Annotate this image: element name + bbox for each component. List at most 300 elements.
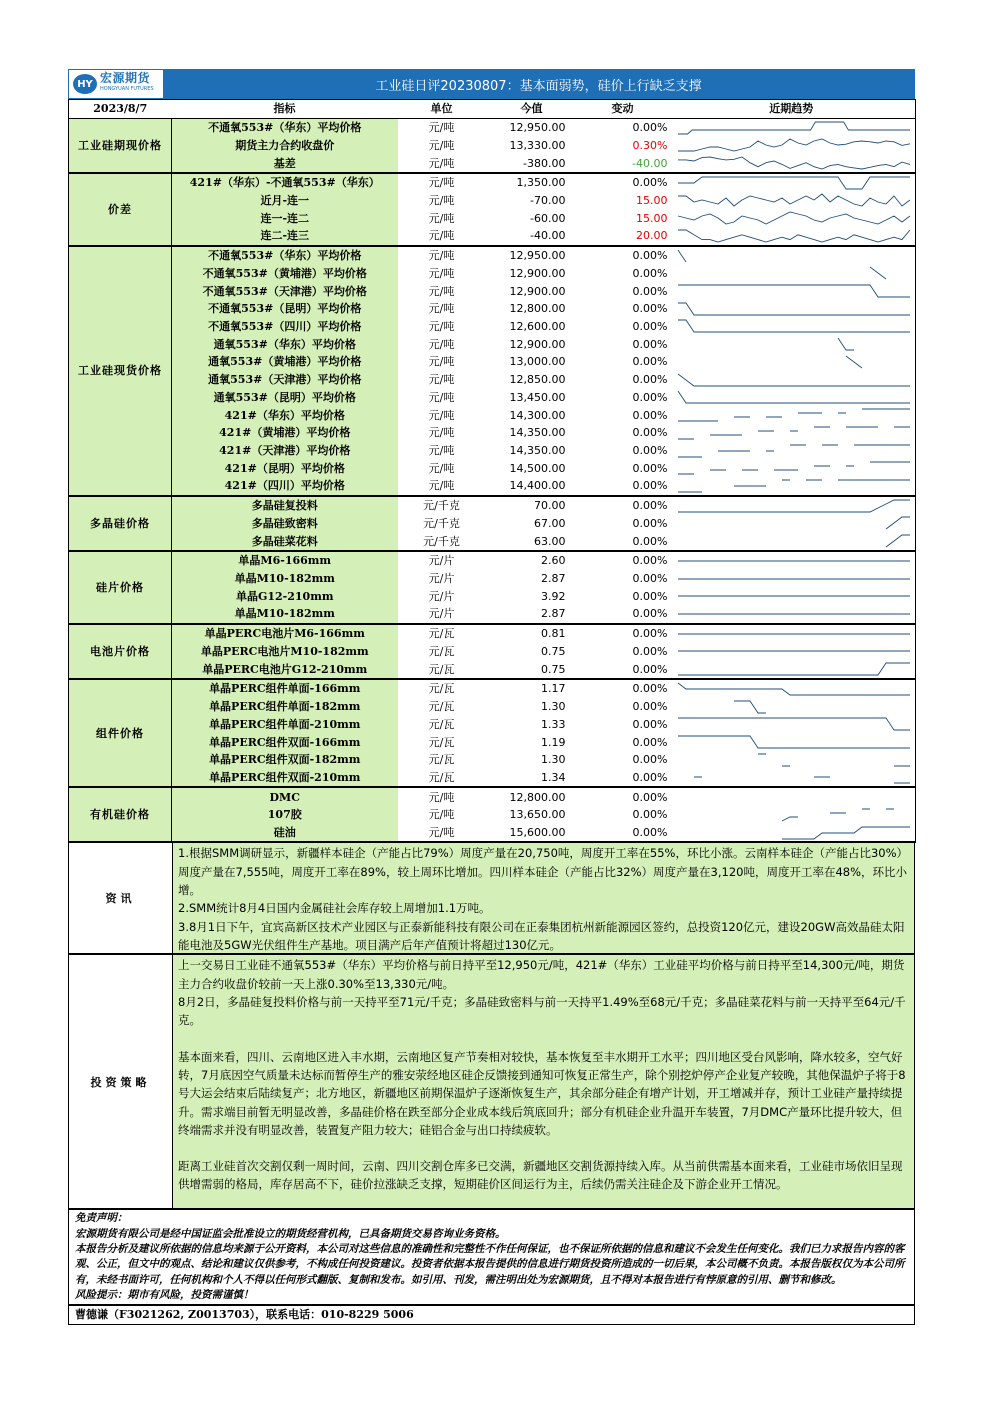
unit-cell: 元/吨 bbox=[428, 121, 455, 135]
table-row bbox=[69, 318, 916, 336]
unit-cell: 元/吨 bbox=[428, 284, 455, 298]
change-cell: 0.00% bbox=[632, 589, 668, 603]
sparkline-series bbox=[678, 480, 910, 492]
table-row bbox=[69, 442, 916, 460]
disclaimer-line: 风险提示：期市有风险，投资需谨慎！ bbox=[75, 1288, 254, 1301]
news-item: 3.8月1日下午，宜宾高新区技术产业园区与正泰新能科技有限公司在正泰集团杭州新能源园区签约，总投资120亿元，建设20GW高效晶硅太阳能电池及5GW光伏组件生产基地。项目满产后年产值预计将超过130亿元。 bbox=[178, 919, 905, 952]
strategy-body bbox=[173, 955, 914, 1208]
trend-cell bbox=[668, 318, 916, 336]
change-cell: 0.00% bbox=[632, 499, 668, 513]
indicator-name: 单晶M10-182mm bbox=[172, 570, 398, 588]
unit-cell: 元/瓦 bbox=[428, 753, 455, 767]
change-cell: 0.00% bbox=[632, 176, 668, 190]
sparkline-series bbox=[678, 718, 910, 730]
table-row bbox=[69, 824, 916, 843]
unit-cell: 元/千克 bbox=[423, 516, 460, 530]
value-cell: -70.00 bbox=[530, 193, 566, 207]
trend-cell bbox=[668, 824, 916, 843]
indicator-name: 基差 bbox=[172, 154, 398, 173]
trend-cell bbox=[668, 551, 916, 570]
sparkline bbox=[676, 789, 912, 805]
sparkline-series bbox=[678, 462, 910, 474]
value-cell: -40.00 bbox=[486, 227, 578, 246]
value-cell: 2.60 bbox=[541, 554, 566, 568]
category-label: 电池片价格 bbox=[69, 624, 172, 679]
news-item: 2.SMM统计8月4日国内金属硅社会库存较上周增加1.1万吨。 bbox=[178, 901, 491, 916]
unit-cell: 元/吨 bbox=[428, 461, 455, 475]
sparkline-series bbox=[678, 122, 910, 134]
unit-cell: 元/吨 bbox=[428, 390, 455, 404]
table-row bbox=[69, 353, 916, 371]
change-cell: 0.00% bbox=[632, 717, 668, 731]
indicator-name: 不通氧553#（四川）平均价格 bbox=[172, 318, 398, 336]
indicator-name: 421#（天津港）平均价格 bbox=[172, 442, 398, 460]
value-cell: 13,000.00 bbox=[509, 355, 566, 369]
trend-cell bbox=[668, 643, 916, 661]
sparkline bbox=[676, 372, 912, 388]
unit-cell: 元/吨 bbox=[428, 319, 455, 333]
indicator-name: 期货主力合约收盘价 bbox=[172, 136, 398, 154]
trend-cell bbox=[668, 624, 916, 643]
trend-cell bbox=[668, 353, 916, 371]
sparkline-series bbox=[758, 754, 910, 766]
trend-cell bbox=[668, 733, 916, 751]
sparkline bbox=[676, 533, 912, 549]
change-cell: 0.00% bbox=[632, 627, 668, 641]
news-label: 资讯 bbox=[69, 843, 173, 953]
change-cell: 0.00% bbox=[632, 319, 668, 333]
logo-text: 宏源期货 bbox=[100, 71, 151, 85]
indicator-name: 不通氧553#（华东）平均价格 bbox=[172, 118, 398, 136]
table-row bbox=[69, 264, 916, 282]
trend-cell bbox=[668, 515, 916, 533]
sparkline-series bbox=[678, 177, 910, 189]
table-row bbox=[69, 300, 916, 318]
sparkline bbox=[676, 626, 912, 642]
change-cell: 0.00% bbox=[632, 121, 668, 135]
trend-cell bbox=[668, 209, 916, 227]
sparkline bbox=[676, 478, 912, 494]
table-row bbox=[69, 246, 916, 265]
change-cell: 0.00% bbox=[578, 605, 668, 624]
change-cell: 0.00% bbox=[578, 660, 668, 679]
value-cell: 1.17 bbox=[541, 682, 566, 696]
table-row bbox=[69, 389, 916, 407]
table-date: 2023/8/7 bbox=[69, 100, 172, 119]
value-cell: -60.00 bbox=[530, 211, 566, 225]
sparkline bbox=[676, 825, 912, 841]
value-cell: 13,650.00 bbox=[509, 808, 566, 822]
sparkline-series bbox=[782, 809, 894, 821]
sparkline bbox=[676, 336, 912, 352]
table-row bbox=[69, 192, 916, 210]
indicator-name: 硅油 bbox=[172, 824, 398, 843]
sparkline bbox=[676, 606, 912, 622]
table-row bbox=[69, 406, 916, 424]
trend-cell bbox=[668, 660, 916, 679]
table-row bbox=[69, 136, 916, 154]
sparkline bbox=[676, 389, 912, 405]
indicator-name: 421#（黄埔港）平均价格 bbox=[172, 424, 398, 442]
sparkline bbox=[676, 443, 912, 459]
value-cell: 15,600.00 bbox=[486, 824, 578, 843]
change-cell: 0.00% bbox=[632, 302, 668, 316]
indicator-name: 421#（华东）-不通氧553#（华东） bbox=[172, 173, 398, 192]
sparkline bbox=[676, 716, 912, 732]
logo-subtext: HONGYUAN FUTURES bbox=[100, 86, 154, 92]
sparkline bbox=[676, 120, 912, 136]
header-trend: 近期趋势 bbox=[668, 100, 916, 119]
change-cell: 0.00% bbox=[632, 700, 668, 714]
trend-cell bbox=[668, 715, 916, 733]
category-label: 组件价格 bbox=[69, 679, 172, 787]
table-row bbox=[69, 496, 916, 515]
indicator-name: 多晶硅菜花料 bbox=[172, 532, 398, 551]
value-cell: 1.33 bbox=[541, 717, 566, 731]
sparkline-series bbox=[678, 139, 910, 151]
header-value: 今值 bbox=[486, 100, 578, 119]
table-row bbox=[69, 154, 916, 173]
trend-cell bbox=[668, 442, 916, 460]
disclaimer-line: 免责声明： bbox=[75, 1212, 128, 1225]
logo-icon: HY bbox=[73, 74, 97, 94]
price-table bbox=[68, 99, 916, 843]
value-cell: 12,950.00 bbox=[509, 249, 566, 263]
table-row bbox=[69, 733, 916, 751]
value-cell: 12,900.00 bbox=[509, 337, 566, 351]
change-cell: 0.00% bbox=[632, 390, 668, 404]
change-cell: -40.00 bbox=[578, 154, 668, 173]
indicator-name: 421#（华东）平均价格 bbox=[172, 406, 398, 424]
table-row bbox=[69, 282, 916, 300]
indicator-name: 单晶PERC组件单面-210mm bbox=[172, 715, 398, 733]
table-row bbox=[69, 570, 916, 588]
value-cell: 12,950.00 bbox=[509, 121, 566, 135]
sparkline-series bbox=[678, 374, 910, 386]
trend-cell bbox=[668, 389, 916, 407]
value-cell: 12,850.00 bbox=[509, 373, 566, 387]
disclaimer-line: 宏源期货有限公司是经中国证监会批准设立的期货经营机构，已具备期货交易咨询业务资格。 bbox=[75, 1227, 506, 1240]
indicator-name: 连二-连三 bbox=[172, 227, 398, 246]
unit-cell: 元/吨 bbox=[428, 790, 455, 804]
value-cell: 70.00 bbox=[534, 499, 566, 513]
header-indicator: 指标 bbox=[172, 100, 398, 119]
change-cell: 15.00 bbox=[636, 211, 668, 225]
indicator-name: 单晶PERC电池片M10-182mm bbox=[172, 643, 398, 661]
change-cell: 0.00% bbox=[632, 408, 668, 422]
trend-cell bbox=[668, 300, 916, 318]
sparkline bbox=[676, 137, 912, 153]
value-cell: 12,600.00 bbox=[509, 319, 566, 333]
unit-cell: 元/片 bbox=[428, 589, 455, 603]
change-cell: 0.00% bbox=[632, 644, 668, 658]
sparkline bbox=[676, 155, 912, 171]
change-cell: 0.00% bbox=[632, 790, 668, 804]
trend-cell bbox=[668, 679, 916, 698]
value-cell: 1.30 bbox=[541, 753, 566, 767]
disclaimer-line: 本报告分析及建议所依据的信息均来源于公开资料，本公司对这些信息的准确性和完整性不作任何保证，也不保证所依据的信息和建议不会发生任何变化。我们已力求报告内容的客观、公正，但文中的观点、结论和建议仅供参考，不构成任何投资建议。投资者依据本报告提供的信息进行期货投资所造成的一切后果，本公司概不负责。本报告版权仅为本公司所有，未经书面许可，任何机构和个人不得以任何形式翻版、复制和发布。如引用、刊发，需注明出处为宏源期货，且不得对本报告进行有悖原意的引用、删节和修改。 bbox=[75, 1243, 905, 1286]
company-logo bbox=[69, 70, 163, 98]
unit-cell: 元/吨 bbox=[428, 408, 455, 422]
indicator-name: 不通氧553#（昆明）平均价格 bbox=[172, 300, 398, 318]
value-cell: 3.92 bbox=[541, 589, 566, 603]
sparkline bbox=[676, 553, 912, 569]
unit-cell: 元/千克 bbox=[423, 499, 460, 513]
unit-cell: 元/片 bbox=[428, 554, 455, 568]
change-cell: 0.00% bbox=[632, 753, 668, 767]
unit-cell: 元/吨 bbox=[428, 138, 455, 152]
change-cell: 0.00% bbox=[632, 284, 668, 298]
unit-cell: 元/瓦 bbox=[398, 660, 486, 679]
trend-cell bbox=[668, 698, 916, 716]
table-row bbox=[69, 227, 916, 246]
sparkline-series bbox=[678, 320, 910, 332]
category-label: 硅片价格 bbox=[69, 551, 172, 624]
value-cell: 2.87 bbox=[541, 572, 566, 586]
indicator-name: 多晶硅致密料 bbox=[172, 515, 398, 533]
trend-cell bbox=[668, 605, 916, 624]
value-cell: 1.19 bbox=[541, 735, 566, 749]
sparkline bbox=[676, 769, 912, 785]
indicator-name: 通氧553#（昆明）平均价格 bbox=[172, 389, 398, 407]
indicator-name: 连一-连二 bbox=[172, 209, 398, 227]
sparkline bbox=[676, 248, 912, 264]
indicator-name: 近月-连一 bbox=[172, 192, 398, 210]
strategy-section bbox=[68, 955, 915, 1210]
change-cell: 15.00 bbox=[636, 193, 668, 207]
indicator-name: 单晶M6-166mm bbox=[172, 551, 398, 570]
sparkline bbox=[676, 643, 912, 659]
strategy-paragraph bbox=[178, 1139, 910, 1157]
indicator-name: 单晶PERC组件单面-166mm bbox=[172, 679, 398, 698]
sparkline bbox=[676, 460, 912, 476]
sparkline-series bbox=[678, 409, 910, 421]
sparkline-series bbox=[678, 212, 910, 224]
trend-cell bbox=[668, 264, 916, 282]
sparkline bbox=[676, 588, 912, 604]
sparkline-series bbox=[678, 250, 686, 262]
change-cell: 0.00% bbox=[632, 461, 668, 475]
value-cell: 67.00 bbox=[534, 516, 566, 530]
change-cell: 0.30% bbox=[632, 138, 668, 152]
trend-cell bbox=[668, 769, 916, 788]
indicator-name: 单晶PERC电池片G12-210mm bbox=[172, 660, 398, 679]
strategy-paragraph bbox=[178, 1030, 910, 1048]
change-cell: 0.00% bbox=[578, 769, 668, 788]
trend-cell bbox=[668, 173, 916, 192]
table-row bbox=[69, 643, 916, 661]
change-cell: 0.00% bbox=[632, 355, 668, 369]
strategy-paragraph: 8月2日，多晶硅复投料价格与前一天持平至71元/千克；多晶硅致密料与前一天持平1.49%至68元/千克；多晶硅菜花料与前一天持平至64元/千克。 bbox=[178, 995, 906, 1028]
change-cell: 0.00% bbox=[632, 444, 668, 458]
trend-cell bbox=[668, 192, 916, 210]
indicator-name: 单晶PERC电池片M6-166mm bbox=[172, 624, 398, 643]
change-cell: 0.00% bbox=[632, 426, 668, 440]
unit-cell: 元/吨 bbox=[428, 337, 455, 351]
value-cell: 1.30 bbox=[541, 700, 566, 714]
table-row bbox=[69, 660, 916, 679]
unit-cell: 元/吨 bbox=[428, 211, 455, 225]
unit-cell: 元/片 bbox=[398, 605, 486, 624]
table-row bbox=[69, 459, 916, 477]
value-cell: 13,330.00 bbox=[509, 138, 566, 152]
sparkline bbox=[676, 515, 912, 531]
unit-cell: 元/吨 bbox=[398, 824, 486, 843]
value-cell: 0.75 bbox=[541, 644, 566, 658]
sparkline bbox=[676, 301, 912, 317]
unit-cell: 元/瓦 bbox=[428, 717, 455, 731]
trend-cell bbox=[668, 154, 916, 173]
category-label: 价差 bbox=[69, 173, 172, 246]
unit-cell: 元/吨 bbox=[428, 249, 455, 263]
indicator-name: 多晶硅复投料 bbox=[172, 496, 398, 515]
sparkline-series bbox=[846, 356, 862, 368]
report-page bbox=[68, 69, 915, 1325]
value-cell: -380.00 bbox=[486, 154, 578, 173]
sparkline bbox=[676, 498, 912, 514]
value-cell: 14,350.00 bbox=[509, 444, 566, 458]
unit-cell: 元/瓦 bbox=[428, 644, 455, 658]
change-cell: 0.00% bbox=[632, 572, 668, 586]
value-cell: 12,900.00 bbox=[509, 266, 566, 280]
change-cell: 0.00% bbox=[632, 554, 668, 568]
indicator-name: 421#（四川）平均价格 bbox=[172, 477, 398, 496]
table-row bbox=[69, 532, 916, 551]
indicator-name: 不通氧553#（天津港）平均价格 bbox=[172, 282, 398, 300]
sparkline bbox=[676, 425, 912, 441]
sparkline bbox=[676, 318, 912, 334]
trend-cell bbox=[668, 424, 916, 442]
value-cell: 14,350.00 bbox=[509, 426, 566, 440]
value-cell: 1.34 bbox=[486, 769, 578, 788]
report-header bbox=[68, 69, 915, 99]
sparkline-series bbox=[678, 391, 910, 403]
trend-cell bbox=[668, 406, 916, 424]
table-row bbox=[69, 551, 916, 570]
indicator-name: DMC bbox=[172, 787, 398, 806]
sparkline-series bbox=[870, 267, 886, 279]
sparkline-series bbox=[886, 517, 910, 529]
table-row bbox=[69, 371, 916, 389]
value-cell: 13,450.00 bbox=[509, 390, 566, 404]
disclaimer bbox=[68, 1210, 915, 1306]
table-row bbox=[69, 587, 916, 605]
change-cell: 0.00% bbox=[632, 682, 668, 696]
unit-cell: 元/吨 bbox=[428, 266, 455, 280]
value-cell: 0.75 bbox=[486, 660, 578, 679]
indicator-name: 单晶PERC组件双面-182mm bbox=[172, 751, 398, 769]
indicator-name: 单晶PERC组件双面-166mm bbox=[172, 733, 398, 751]
trend-cell bbox=[668, 587, 916, 605]
unit-cell: 元/瓦 bbox=[428, 627, 455, 641]
change-cell: 0.00% bbox=[578, 477, 668, 496]
trend-cell bbox=[668, 227, 916, 246]
unit-cell: 元/吨 bbox=[428, 426, 455, 440]
trend-cell bbox=[668, 496, 916, 515]
table-row bbox=[69, 424, 916, 442]
indicator-name: 不通氧553#（华东）平均价格 bbox=[172, 246, 398, 265]
sparkline bbox=[676, 228, 912, 244]
trend-cell bbox=[668, 787, 916, 806]
unit-cell: 元/瓦 bbox=[428, 735, 455, 749]
change-cell: 0.00% bbox=[632, 808, 668, 822]
unit-cell: 元/吨 bbox=[428, 302, 455, 316]
trend-cell bbox=[668, 570, 916, 588]
sparkline bbox=[676, 661, 912, 677]
change-cell: 0.00% bbox=[578, 824, 668, 843]
sparkline-series bbox=[678, 230, 910, 242]
value-cell: 14,400.00 bbox=[486, 477, 578, 496]
table-row bbox=[69, 787, 916, 806]
table-row bbox=[69, 477, 916, 496]
unit-cell: 元/瓦 bbox=[398, 769, 486, 788]
sparkline bbox=[676, 681, 912, 697]
news-body bbox=[173, 843, 914, 953]
trend-cell bbox=[668, 282, 916, 300]
trend-cell bbox=[668, 118, 916, 136]
sparkline-series bbox=[678, 285, 910, 297]
news-item: 1.根据SMM调研显示，新疆样本硅企（产能占比79%）周度产量在20,750吨，周度开工率在55%，环比小涨。云南样本硅企（产能占比30%）周度产量在7,555吨，周度开工率在89%，较上周环比增加。四川样本硅企（产能占比32%）周度产量在3,120吨，周度开工率在48%，环比小增。 bbox=[178, 846, 909, 898]
sparkline bbox=[676, 734, 912, 750]
category-label: 工业硅现货价格 bbox=[69, 246, 172, 496]
unit-cell: 元/瓦 bbox=[428, 682, 455, 696]
value-cell: 2.87 bbox=[486, 605, 578, 624]
change-cell: 20.00 bbox=[578, 227, 668, 246]
value-cell: 12,800.00 bbox=[509, 302, 566, 316]
change-cell: 0.00% bbox=[632, 735, 668, 749]
table-row bbox=[69, 605, 916, 624]
table-header-row bbox=[69, 100, 916, 119]
sparkline bbox=[676, 407, 912, 423]
strategy-paragraph: 上一交易日工业硅不通氧553#（华东）平均价格与前日持平至12,950元/吨，421#（华东）工业硅平均价格与前日持平至14,300元/吨，期货主力合约收盘价较前一天上涨0.30%至13,330元/吨。 bbox=[178, 958, 905, 991]
header-unit: 单位 bbox=[398, 100, 486, 119]
trend-cell bbox=[668, 246, 916, 265]
strategy-paragraph: 基本面来看，四川、云南地区进入丰水期，云南地区复产节奏相对较快，基本恢复至丰水期开工水平；四川地区受台风影响，降水较多，空气好转，7月底因空气质量未达标而暂停生产的雅安荥经地区硅企反馈接到通知可恢复正常生产，除个别挖炉停产企业复产较晚，其他保温炉子将于8号大运会结束后陆续复产；北方地区，新疆地区前期保温炉子逐渐恢复生产，其余部分硅企有增产计划，开工增减并存，预计工业硅产量持续提升。需求端目前暂无明显改善，多晶硅价格在跌至部分企业成本线后筑底回升；部分有机硅企业升温开车装置，7月DMC产量环比提升较大，但终端需求并没有明显改善，装置复产阻力较大；硅铝合金与出口持续疲软。 bbox=[178, 1049, 906, 1137]
indicator-name: 107胶 bbox=[172, 806, 398, 824]
value-cell: 0.81 bbox=[541, 627, 566, 641]
strategy-paragraph: 距离工业硅首次交割仅剩一周时间，云南、四川交割仓库多已交满，新疆地区交割货源持续入库。从当前供需基本面来看，工业硅市场依旧呈现供增需弱的格局，库存居高不下，硅价拉涨缺乏支撑，短期硅价区间运行为主，后续仍需关注硅企及下游企业开工情况。 bbox=[178, 1159, 903, 1192]
sparkline bbox=[676, 807, 912, 823]
sparkline-series bbox=[678, 427, 910, 439]
sparkline bbox=[676, 210, 912, 226]
table-row bbox=[69, 679, 916, 698]
table-row bbox=[69, 715, 916, 733]
unit-cell: 元/吨 bbox=[428, 373, 455, 387]
unit-cell: 元/吨 bbox=[428, 808, 455, 822]
indicator-name: 单晶G12-210mm bbox=[172, 587, 398, 605]
value-cell: 12,800.00 bbox=[509, 790, 566, 804]
news-section bbox=[68, 843, 915, 955]
sparkline-series bbox=[886, 535, 910, 547]
unit-cell: 元/片 bbox=[428, 572, 455, 586]
change-cell: 0.00% bbox=[632, 337, 668, 351]
trend-cell bbox=[668, 477, 916, 496]
table-row bbox=[69, 751, 916, 769]
sparkline bbox=[676, 354, 912, 370]
table-row bbox=[69, 173, 916, 192]
unit-cell: 元/吨 bbox=[428, 355, 455, 369]
table-row bbox=[69, 698, 916, 716]
sparkline bbox=[676, 175, 912, 191]
trend-cell bbox=[668, 751, 916, 769]
sparkline-series bbox=[678, 194, 910, 206]
trend-cell bbox=[668, 806, 916, 824]
trend-cell bbox=[668, 459, 916, 477]
report-title: 工业硅日评20230807：基本面弱势，硅价上行缺乏支撑 bbox=[163, 70, 914, 98]
sparkline-series bbox=[678, 157, 910, 169]
value-cell: 14,500.00 bbox=[509, 461, 566, 475]
value-cell: 63.00 bbox=[486, 532, 578, 551]
